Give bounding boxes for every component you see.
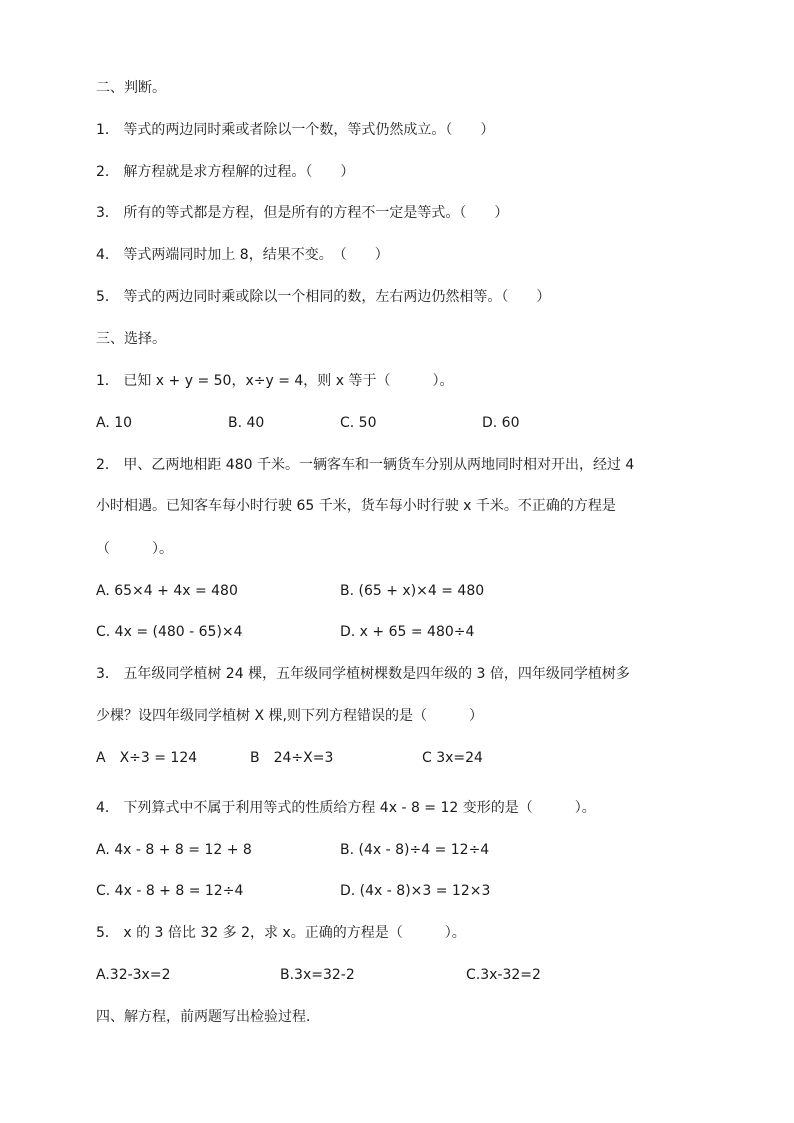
choice-q3-stem-line-2: 少棵？设四年级同学植树 X 棵,则下列方程错误的是（ ）	[96, 708, 483, 724]
choice-q2-option-a: A. 65×4 + 4x = 480	[96, 583, 238, 599]
choice-q3-option-b: B 24÷X=3	[250, 750, 334, 766]
choice-q1-option-b: B. 40	[228, 415, 265, 431]
choice-q1-option-a: A. 10	[96, 415, 133, 431]
choice-q1-option-d: D. 60	[482, 415, 520, 431]
choice-q3-option-a: A X÷3 = 124	[96, 750, 198, 766]
choice-q4-option-c: C. 4x - 8 + 8 = 12÷4	[96, 883, 244, 899]
choice-q2-option-c: C. 4x = (480 - 65)×4	[96, 624, 243, 640]
section-2-heading: 二、判断。	[96, 80, 166, 96]
section-4-heading: 四、解方程，前两题写出检验过程．	[96, 1009, 320, 1025]
choice-q2-stem-line-2: 小时相遇。已知客车每小时行驶 65 千米，货车每小时行驶 x 千米。不正确的方程是	[96, 498, 616, 514]
section-3-heading: 三、选择。	[96, 331, 166, 347]
choice-q4-stem: 4． 下列算式中不属于利用等式的性质给方程 4x - 8 = 12 变形的是（ ）。	[96, 800, 596, 816]
choice-q1-option-c: C. 50	[340, 415, 377, 431]
choice-q2-stem-line-1: 2． 甲、乙两地相距 480 千米。一辆客车和一辆货车分别从两地同时相对开出，经过 4	[96, 457, 635, 473]
choice-q5-stem: 5． x 的 3 倍比 32 多 2，求 x。正确的方程是（ ）。	[96, 925, 466, 941]
choice-q5-option-a: A.32-3x=2	[96, 967, 171, 983]
judge-item-3: 3． 所有的等式都是方程，但是所有的方程不一定是等式。（ ）	[96, 205, 509, 221]
choice-q3-stem-line-1: 3． 五年级同学植树 24 棵，五年级同学植树棵数是四年级的 3 倍，四年级同学植树多	[96, 666, 630, 682]
choice-q3-option-c: C 3x=24	[422, 750, 483, 766]
judge-item-1: 1． 等式的两边同时乘或者除以一个数，等式仍然成立。（ ）	[96, 122, 495, 138]
choice-q1-stem: 1． 已知 x + y = 50，x÷y = 4，则 x 等于（ ）。	[96, 373, 454, 389]
judge-item-5: 5． 等式的两边同时乘或除以一个相同的数，左右两边仍然相等。（ ）	[96, 289, 551, 305]
choice-q5-option-c: C.3x-32=2	[466, 967, 541, 983]
judge-item-2: 2． 解方程就是求方程解的过程。（ ）	[96, 164, 355, 180]
choice-q2-option-d: D. x + 65 = 480÷4	[340, 624, 475, 640]
choice-q4-option-a: A. 4x - 8 + 8 = 12 + 8	[96, 842, 252, 858]
judge-item-4: 4． 等式两端同时加上 8，结果不变。 （ ）	[96, 247, 389, 263]
choice-q4-option-b: B. (4x - 8)÷4 = 12÷4	[340, 842, 490, 858]
choice-q2-stem-line-3: （ ）。	[96, 541, 173, 557]
choice-q5-option-b: B.3x=32-2	[280, 967, 355, 983]
choice-q4-option-d: D. (4x - 8)×3 = 12×3	[340, 883, 491, 899]
choice-q2-option-b: B. (65 + x)×4 = 480	[340, 583, 485, 599]
